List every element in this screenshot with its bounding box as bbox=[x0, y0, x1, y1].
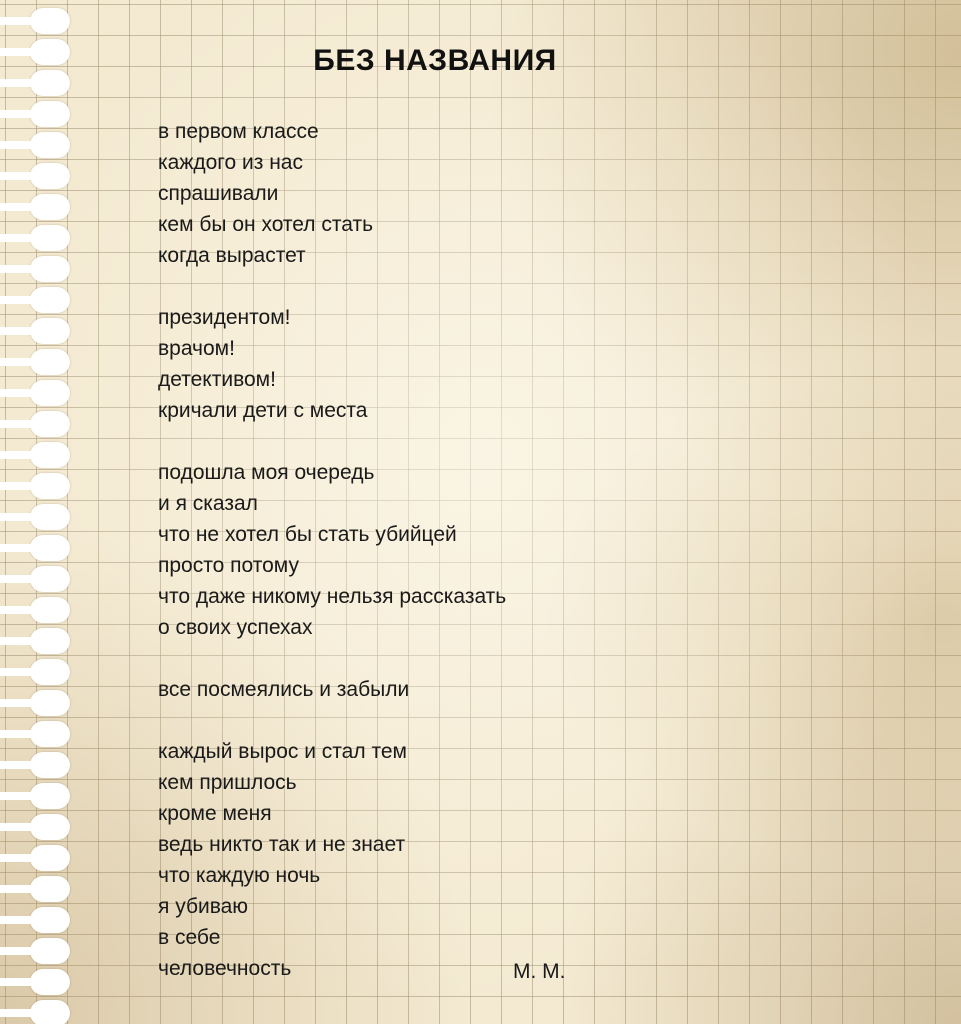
binding-hole bbox=[30, 411, 70, 437]
binding-hole bbox=[30, 876, 70, 902]
poem-line: просто потому bbox=[158, 554, 299, 577]
binding-hole bbox=[30, 628, 70, 654]
poem-line: о своих успехах bbox=[158, 616, 313, 639]
poem-line: в первом классе bbox=[158, 120, 319, 143]
binding-hole bbox=[30, 256, 70, 282]
poem-line: кричали дети с места bbox=[158, 399, 368, 422]
poem-line: врачом! bbox=[158, 337, 235, 360]
poem-line: кроме меня bbox=[158, 802, 272, 825]
binding-hole bbox=[30, 535, 70, 561]
poem-line: что каждую ночь bbox=[158, 864, 321, 887]
stanza-gap bbox=[158, 643, 858, 674]
poem-line: детективом! bbox=[158, 368, 276, 391]
binding-hole bbox=[30, 287, 70, 313]
binding-hole bbox=[30, 783, 70, 809]
binding-hole bbox=[30, 101, 70, 127]
stanza bbox=[158, 302, 858, 426]
poem-line: в себе bbox=[158, 926, 221, 949]
binding-hole bbox=[30, 473, 70, 499]
poem-line: каждого из нас bbox=[158, 151, 303, 174]
poem-line: все посмеялись и забыли bbox=[158, 678, 410, 701]
binding-hole bbox=[30, 380, 70, 406]
poem bbox=[158, 116, 858, 984]
poem-line: и я сказал bbox=[158, 492, 258, 515]
binding-hole bbox=[30, 132, 70, 158]
binding-hole bbox=[30, 442, 70, 468]
binding-hole bbox=[30, 690, 70, 716]
stanza-gap bbox=[158, 271, 858, 302]
binding-hole bbox=[30, 814, 70, 840]
binding-hole bbox=[30, 318, 70, 344]
author-signature: М. М. bbox=[513, 960, 566, 983]
binding-hole bbox=[30, 597, 70, 623]
stanza bbox=[158, 116, 858, 271]
poem-line: когда вырастет bbox=[158, 244, 306, 267]
binding-hole bbox=[30, 566, 70, 592]
stanza-gap bbox=[158, 705, 858, 736]
binding-hole bbox=[30, 938, 70, 964]
binding-hole bbox=[30, 907, 70, 933]
stanza bbox=[158, 457, 858, 643]
binding-hole bbox=[30, 752, 70, 778]
poem-line: спрашивали bbox=[158, 182, 279, 205]
poem-line: кем бы он хотел стать bbox=[158, 213, 374, 236]
binding-hole bbox=[30, 8, 70, 34]
stanza-gap bbox=[158, 426, 858, 457]
binding-hole bbox=[30, 721, 70, 747]
poem-line: человечность bbox=[158, 957, 292, 980]
binding-hole bbox=[30, 659, 70, 685]
poem-line: кем пришлось bbox=[158, 771, 297, 794]
poem-line: каждый вырос и стал тем bbox=[158, 740, 407, 763]
poem-line: что не хотел бы стать убийцей bbox=[158, 523, 457, 546]
binding-hole bbox=[30, 349, 70, 375]
binding-hole bbox=[30, 1000, 70, 1024]
page-title: БЕЗ НАЗВАНИЯ bbox=[313, 44, 557, 77]
binding-hole bbox=[30, 163, 70, 189]
binding-hole bbox=[30, 225, 70, 251]
stanza bbox=[158, 736, 858, 984]
poem-line: президентом! bbox=[158, 306, 291, 329]
poem-line: подошла моя очередь bbox=[158, 461, 375, 484]
spiral-binding bbox=[0, 0, 80, 1024]
binding-hole bbox=[30, 504, 70, 530]
poem-line: ведь никто так и не знает bbox=[158, 833, 406, 856]
binding-hole bbox=[30, 194, 70, 220]
binding-hole bbox=[30, 969, 70, 995]
poem-line: я убиваю bbox=[158, 895, 249, 918]
stanza bbox=[158, 674, 858, 705]
poem-line: что даже никому нельзя рассказать bbox=[158, 585, 507, 608]
binding-hole bbox=[30, 845, 70, 871]
